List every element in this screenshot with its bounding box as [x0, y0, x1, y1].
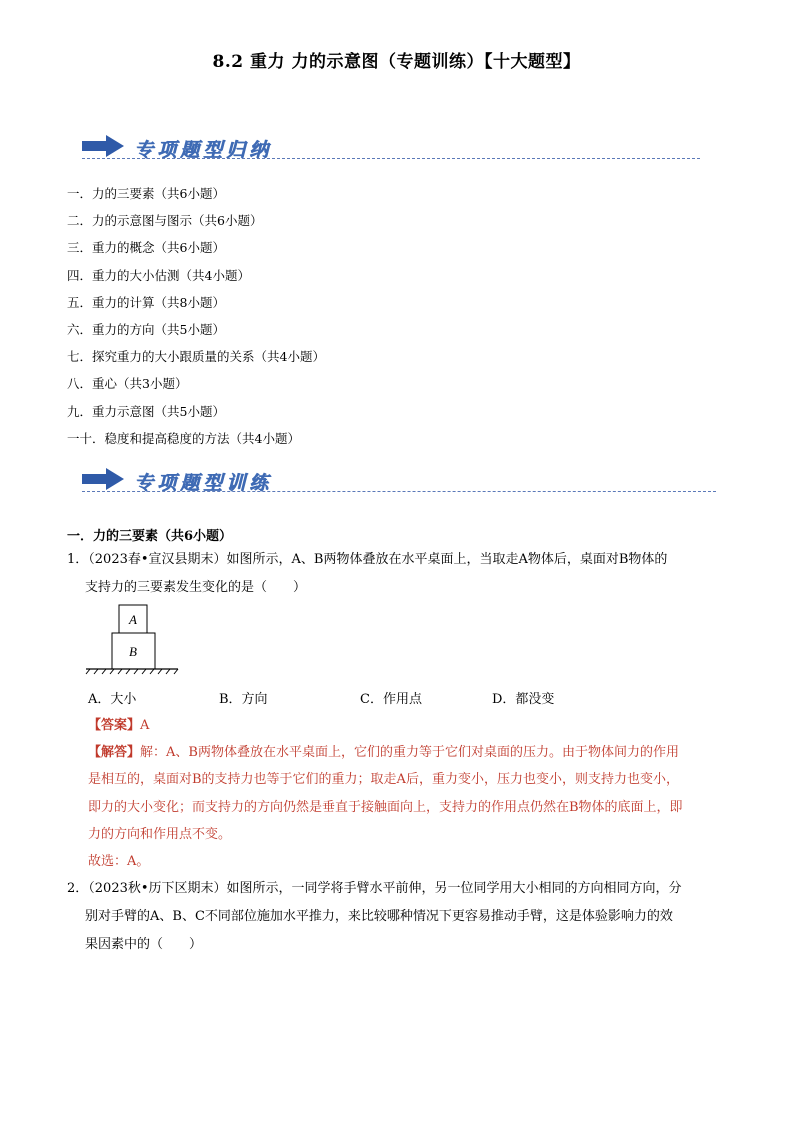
toc-item: 九．重力示意图（共5小题）	[67, 404, 225, 419]
block-a-label: A	[129, 612, 137, 627]
arrow-icon	[82, 467, 124, 491]
analysis-line: 即力的大小变化；而支持力的方向仍然是垂直于接触面向上，支持力的作用点仍然在B物体的底面上，即	[88, 799, 683, 815]
question-2	[67, 875, 737, 959]
answer-line	[88, 712, 738, 739]
question-1-figure	[82, 603, 182, 675]
banner-divider	[82, 491, 716, 492]
analysis-line: 故选：A。	[88, 854, 150, 870]
analysis-text: 解：A、B两物体叠放在水平桌面上，它们的重力等于它们对桌面的压力。由于物体间力的作用	[140, 745, 679, 760]
arrow-icon	[82, 134, 124, 158]
section-heading: 一．力的三要素（共6小题）	[67, 529, 233, 544]
block-b-label: B	[129, 644, 137, 659]
toc-item: 七．探究重力的大小跟质量的关系（共4小题）	[67, 349, 325, 364]
toc-item: 二．力的示意图与图示（共6小题）	[67, 213, 263, 228]
option-d: D．都没变	[492, 692, 555, 707]
toc-item: 一．力的三要素（共6小题）	[67, 186, 225, 201]
toc-item: 四．重力的大小估测（共4小题）	[67, 268, 250, 283]
question-line: 别对手臂的A、B、C不同部位施加水平推力，来比较哪种情况下更容易推动手臂，这是体验影响力的效	[85, 909, 673, 924]
page-title: 8.2 重力 力的示意图（专题训练）【十大题型】	[212, 52, 581, 72]
answer-value: A	[140, 718, 150, 733]
section-banner-training	[82, 467, 722, 497]
option-c: C．作用点	[360, 692, 422, 707]
toc-item: 八．重心（共3小题）	[67, 376, 188, 391]
question-line: 支持力的三要素发生变化的是（ ）	[85, 580, 307, 595]
answer-tag: 【答案】	[88, 718, 141, 733]
banner-label: 专项题型训练	[134, 472, 273, 494]
ground-hatch	[86, 669, 178, 674]
banner-label: 专项题型归纳	[134, 139, 273, 161]
analysis-tag: 【解答】	[88, 745, 141, 760]
analysis-line: 力的方向和作用点不变。	[88, 826, 232, 842]
toc-item: 一十．稳度和提高稳度的方法（共4小题）	[67, 431, 300, 446]
analysis-line	[88, 739, 738, 766]
analysis-block	[88, 739, 738, 875]
option-a: A．大小	[88, 692, 137, 707]
analysis-line: 是相互的，桌面对B的支持力也等于它们的重力；取走A后，重力变小，压力也变小，则支持力也变小，	[88, 772, 679, 788]
section-banner-summary	[82, 134, 702, 164]
toc-item: 五．重力的计算（共8小题）	[67, 295, 225, 310]
banner-divider	[82, 158, 700, 159]
question-1	[67, 546, 737, 602]
toc-item: 三．重力的概念（共6小题）	[67, 240, 225, 255]
toc-item: 六．重力的方向（共5小题）	[67, 322, 225, 337]
question-line: 1．（2023春•宣汉县期末）如图所示，A、B两物体叠放在水平桌面上，当取走A物体后，桌面对B物体的	[67, 552, 668, 567]
question-line: 2．（2023秋•历下区期末）如图所示，一同学将手臂水平前伸，另一位同学用大小相同的方向相同方向，分	[67, 881, 682, 896]
question-line: 果因素中的（ ）	[85, 937, 203, 952]
option-b: B．方向	[219, 692, 268, 707]
